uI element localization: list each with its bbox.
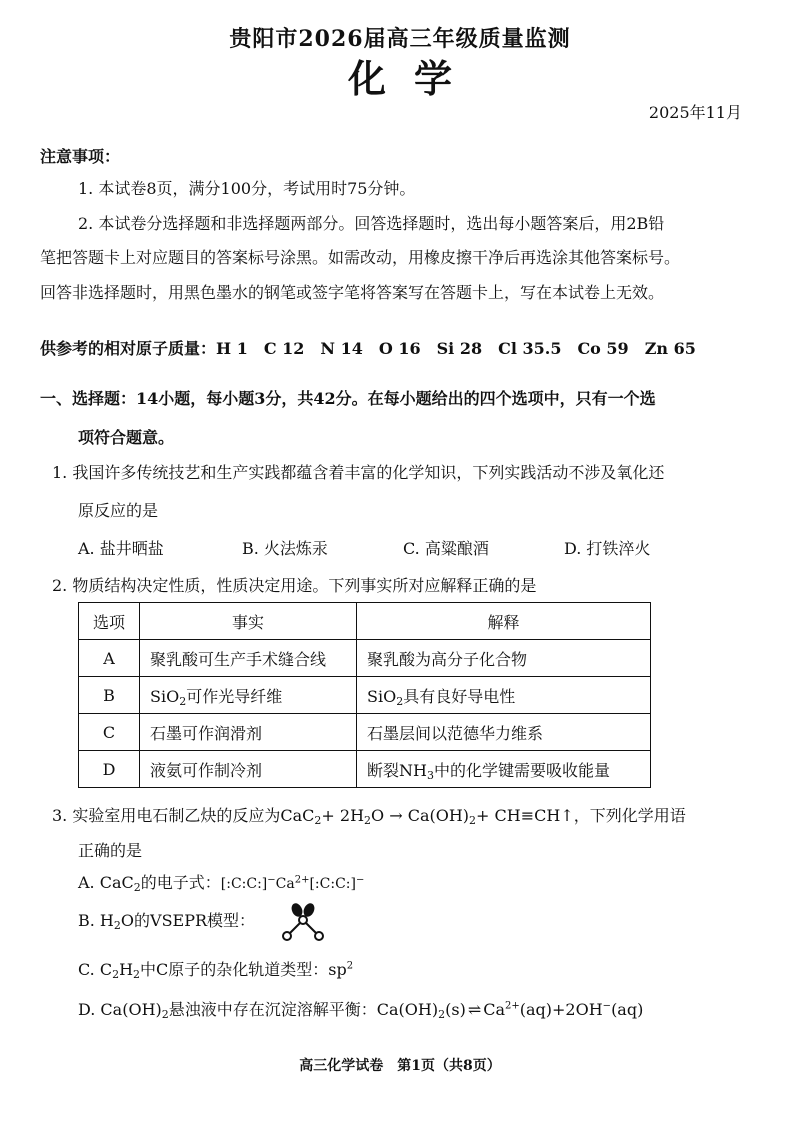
table-row bbox=[79, 751, 651, 788]
equilibrium-arrow-icon: ⇌ bbox=[467, 1000, 482, 1019]
q1-option-b: B. 火法炼汞 bbox=[242, 539, 328, 558]
row-explanation: SiO$_2$具有良好导电性 bbox=[357, 677, 651, 714]
row-fact: SiO$_2$可作光导纤维 bbox=[140, 677, 357, 714]
q3-option-a: A. CaC$_2$的电子式：$[:C:C:]^-Ca^{2+}[:C:C:]^-$ bbox=[78, 873, 365, 894]
electron-formula: $[:C:C:]^-Ca^{2+}[:C:C:]^-$ bbox=[220, 874, 365, 892]
row-option: D bbox=[79, 751, 140, 788]
table-header-row bbox=[79, 603, 651, 640]
row-fact: 石墨可作润滑剂 bbox=[140, 714, 357, 751]
q3-option-b: B. $H_2O$的VSEPR模型： bbox=[78, 911, 256, 932]
table-row bbox=[79, 640, 651, 677]
q2-stem: 2. 物质结构决定性质，性质决定用途。下列事实所对应解释正确的是 bbox=[52, 576, 537, 595]
row-fact: 聚乳酸可生产手术缝合线 bbox=[140, 640, 357, 677]
table-row bbox=[79, 677, 651, 714]
q3-option-c: C. $C_2H_2$中C原子的杂化轨道类型：$sp^2$ bbox=[78, 960, 354, 981]
exam-date: 2025年11月 bbox=[648, 103, 742, 122]
atomic-masses: 供参考的相对原子质量：H 1 C 12 N 14 O 16 Si 28 Cl 35.5 Co 59 Zn 65 bbox=[40, 339, 696, 358]
notice-item-2-line-3: 回答非选择题时，用黑色墨水的钢笔或签字笔将答案写在答题卡上，写在本试卷上无效。 bbox=[40, 283, 665, 302]
q3-stem-line-1: 3. 实验室用电石制乙炔的反应为$CaC_2+ 2H_2O \to Ca(OH)_2+$ CH≡CH↑，下列化学用语 bbox=[52, 806, 686, 827]
table-row bbox=[79, 714, 651, 751]
q1-option-a: A. 盐井晒盐 bbox=[78, 539, 164, 558]
q3-stem-line-2: 正确的是 bbox=[78, 841, 143, 860]
q1-option-c: C. 高粱酿酒 bbox=[403, 539, 489, 558]
page-footer: 高三化学试卷 第1页（共8页） bbox=[299, 1058, 501, 1074]
section-1-line-2: 项符合题意。 bbox=[78, 428, 175, 447]
q3-option-d: D. $Ca(OH)_2$悬浊液中存在沉淀溶解平衡：$Ca(OH)_2(s)$ ⇌ $Ca^{2+}(aq)+2OH^-(aq)$ bbox=[78, 1000, 644, 1021]
section-1-line-1: 一、选择题：14小题，每小题3分，共42分。在每小题给出的四个选项中，只有一个选 bbox=[40, 389, 656, 408]
notice-item-1: 1. 本试卷8页，满分100分，考试用时75分钟。 bbox=[78, 179, 416, 198]
q1-option-d: D. 打铁淬火 bbox=[564, 539, 651, 558]
q1-stem-line-1: 1. 我国许多传统技艺和生产实践都蕴含着丰富的化学知识，下列实践活动不涉及氧化还 bbox=[52, 463, 665, 482]
subject-title: 化学 bbox=[347, 56, 480, 101]
q1-stem-line-2: 原反应的是 bbox=[78, 501, 159, 520]
exam-title: 贵阳市2026届高三年级质量监测 bbox=[229, 26, 571, 52]
row-fact: 液氨可作制冷剂 bbox=[140, 751, 357, 788]
notice-title: 注意事项： bbox=[40, 147, 121, 166]
row-option: A bbox=[79, 640, 140, 677]
row-explanation: 断裂$NH_3$中的化学键需要吸收能量 bbox=[357, 751, 651, 788]
vsepr-model-icon bbox=[278, 902, 328, 942]
q2-table bbox=[78, 602, 651, 788]
table-header-explanation: 解释 bbox=[357, 603, 651, 640]
row-option: B bbox=[79, 677, 140, 714]
notice-item-2-line-1: 2. 本试卷分选择题和非选择题两部分。回答选择题时，选出每小题答案后，用2B铅 bbox=[78, 214, 665, 233]
table-header-option: 选项 bbox=[79, 603, 140, 640]
row-option: C bbox=[79, 714, 140, 751]
notice-item-2-line-2: 笔把答题卡上对应题目的答案标号涂黑。如需改动，用橡皮擦干净后再选涂其他答案标号。 bbox=[40, 248, 681, 267]
row-explanation: 聚乳酸为高分子化合物 bbox=[357, 640, 651, 677]
row-explanation: 石墨层间以范德华力维系 bbox=[357, 714, 651, 751]
table-header-fact: 事实 bbox=[140, 603, 357, 640]
